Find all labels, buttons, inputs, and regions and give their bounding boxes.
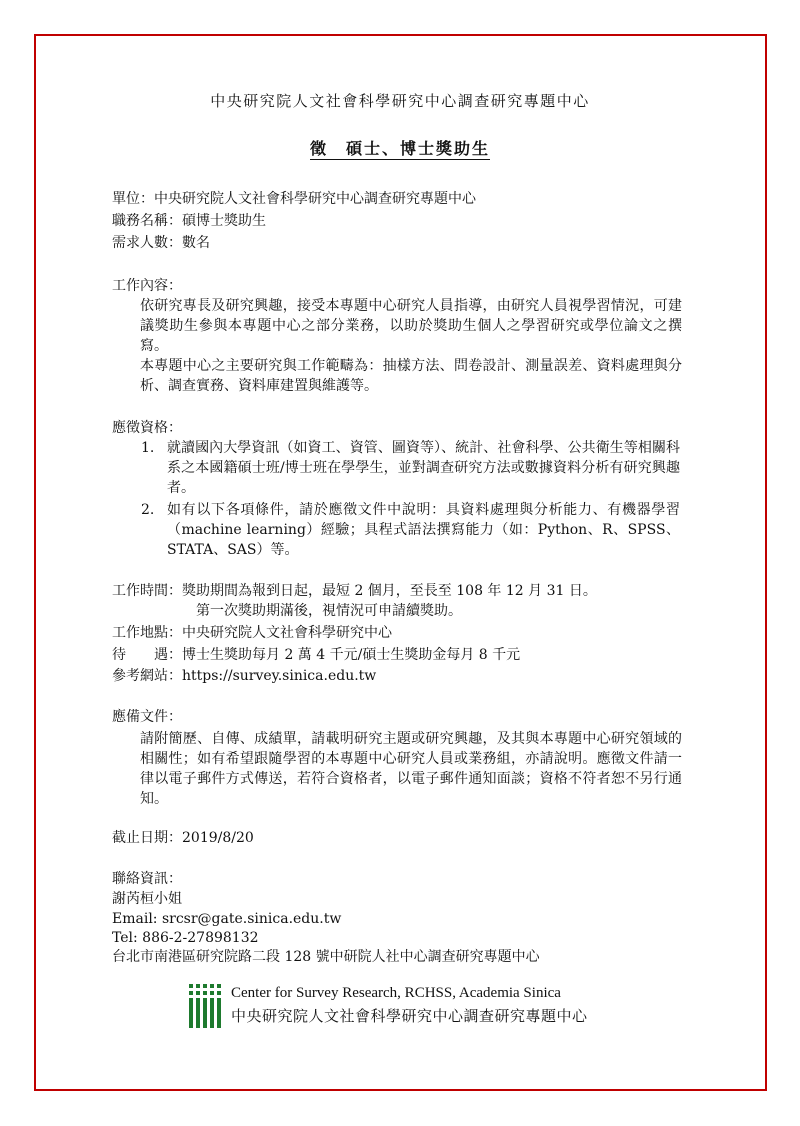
contact-name: 謝芮桓小姐 bbox=[112, 891, 182, 907]
headcount-line: 需求人數：數名 bbox=[112, 235, 210, 251]
contact-heading: 聯絡資訊： bbox=[112, 871, 182, 887]
website-line: 參考網站：https://survey.sinica.edu.tw bbox=[112, 668, 377, 684]
documents-paragraph: 請附簡歷、自傳、成績單，請載明研究主題或研究興趣，及其與本專題中心研究領域的相關性；如有希望跟隨學習的本專題中心研究人員或業務組，亦請說明。應徵文件請一律以電子郵件方式傳送，若符合資格者，以電子郵件通知面談；資格不符者恕不另行通知。 bbox=[140, 731, 682, 807]
page-title bbox=[0, 139, 800, 159]
pay-line: 待 遇：博士生獎助每月 2 萬 4 千元/碩士生獎助金每月 8 千元 bbox=[112, 647, 521, 663]
contact-email: Email: srcsr@gate.sinica.edu.tw bbox=[112, 911, 342, 927]
work-heading: 工作內容： bbox=[112, 278, 182, 294]
documents-heading: 應備文件： bbox=[112, 709, 182, 725]
work-paragraph-2: 本專題中心之主要研究與工作範疇為：抽樣方法、問卷設計、測量誤差、資料處理與分析、調查實務、資料庫建置與維護等。 bbox=[140, 358, 682, 394]
title-text: 徵 碩士、博士獎助生 bbox=[309, 139, 490, 158]
qualification-number-1: 1. bbox=[141, 440, 155, 456]
csr-logo-icon bbox=[189, 984, 223, 1028]
logo-english-name: Center for Survey Research, RCHSS, Academia Sinica bbox=[231, 985, 561, 1001]
location-line: 工作地點：中央研究院人文社會科學研究中心 bbox=[112, 625, 392, 641]
work-paragraph-1: 依研究專長及研究興趣，接受本專題中心研究人員指導，由研究人員視學習情況，可建議獎助生參與本專題中心之部分業務，以助於獎助生個人之學習研究或學位論文之撰寫。 bbox=[140, 298, 682, 354]
qualification-item-2: 如有以下各項條件，請於應徵文件中說明：具資料處理與分析能力、有機器學習（machine learning）經驗；具程式語法撰寫能力（如：Python、R、SPSS、STATA、SAS）等。 bbox=[167, 502, 680, 558]
work-time-note: 第一次獎助期滿後，視情況可申請續獎助。 bbox=[196, 603, 462, 619]
position-line: 職務名稱：碩博士獎助生 bbox=[112, 213, 266, 229]
qualification-item-1: 就讀國內大學資訊（如資工、資管、圖資等）、統計、社會科學、公共衛生等相關科系之本國籍碩士班/博士班在學學生，並對調查研究方法或數據資料分析有研究興趣者。 bbox=[167, 440, 680, 496]
deadline-line: 截止日期：2019/8/20 bbox=[112, 830, 254, 846]
work-time-line: 工作時間：獎助期間為報到日起，最短 2 個月，至長至 108 年 12 月 31 日。 bbox=[112, 583, 597, 599]
organization-header: 中央研究院人文社會科學研究中心調查研究專題中心 bbox=[210, 92, 590, 110]
unit-line: 單位：中央研究院人文社會科學研究中心調查研究專題中心 bbox=[112, 191, 476, 207]
qualifications-heading: 應徵資格： bbox=[112, 420, 182, 436]
qualification-number-2: 2. bbox=[141, 502, 155, 518]
logo-chinese-name: 中央研究院人文社會科學研究中心調查研究專題中心 bbox=[231, 1007, 588, 1025]
contact-address: 台北市南港區研究院路二段 128 號中研院人社中心調查研究專題中心 bbox=[112, 949, 540, 965]
contact-tel: Tel: 886-2-27898132 bbox=[112, 930, 259, 946]
